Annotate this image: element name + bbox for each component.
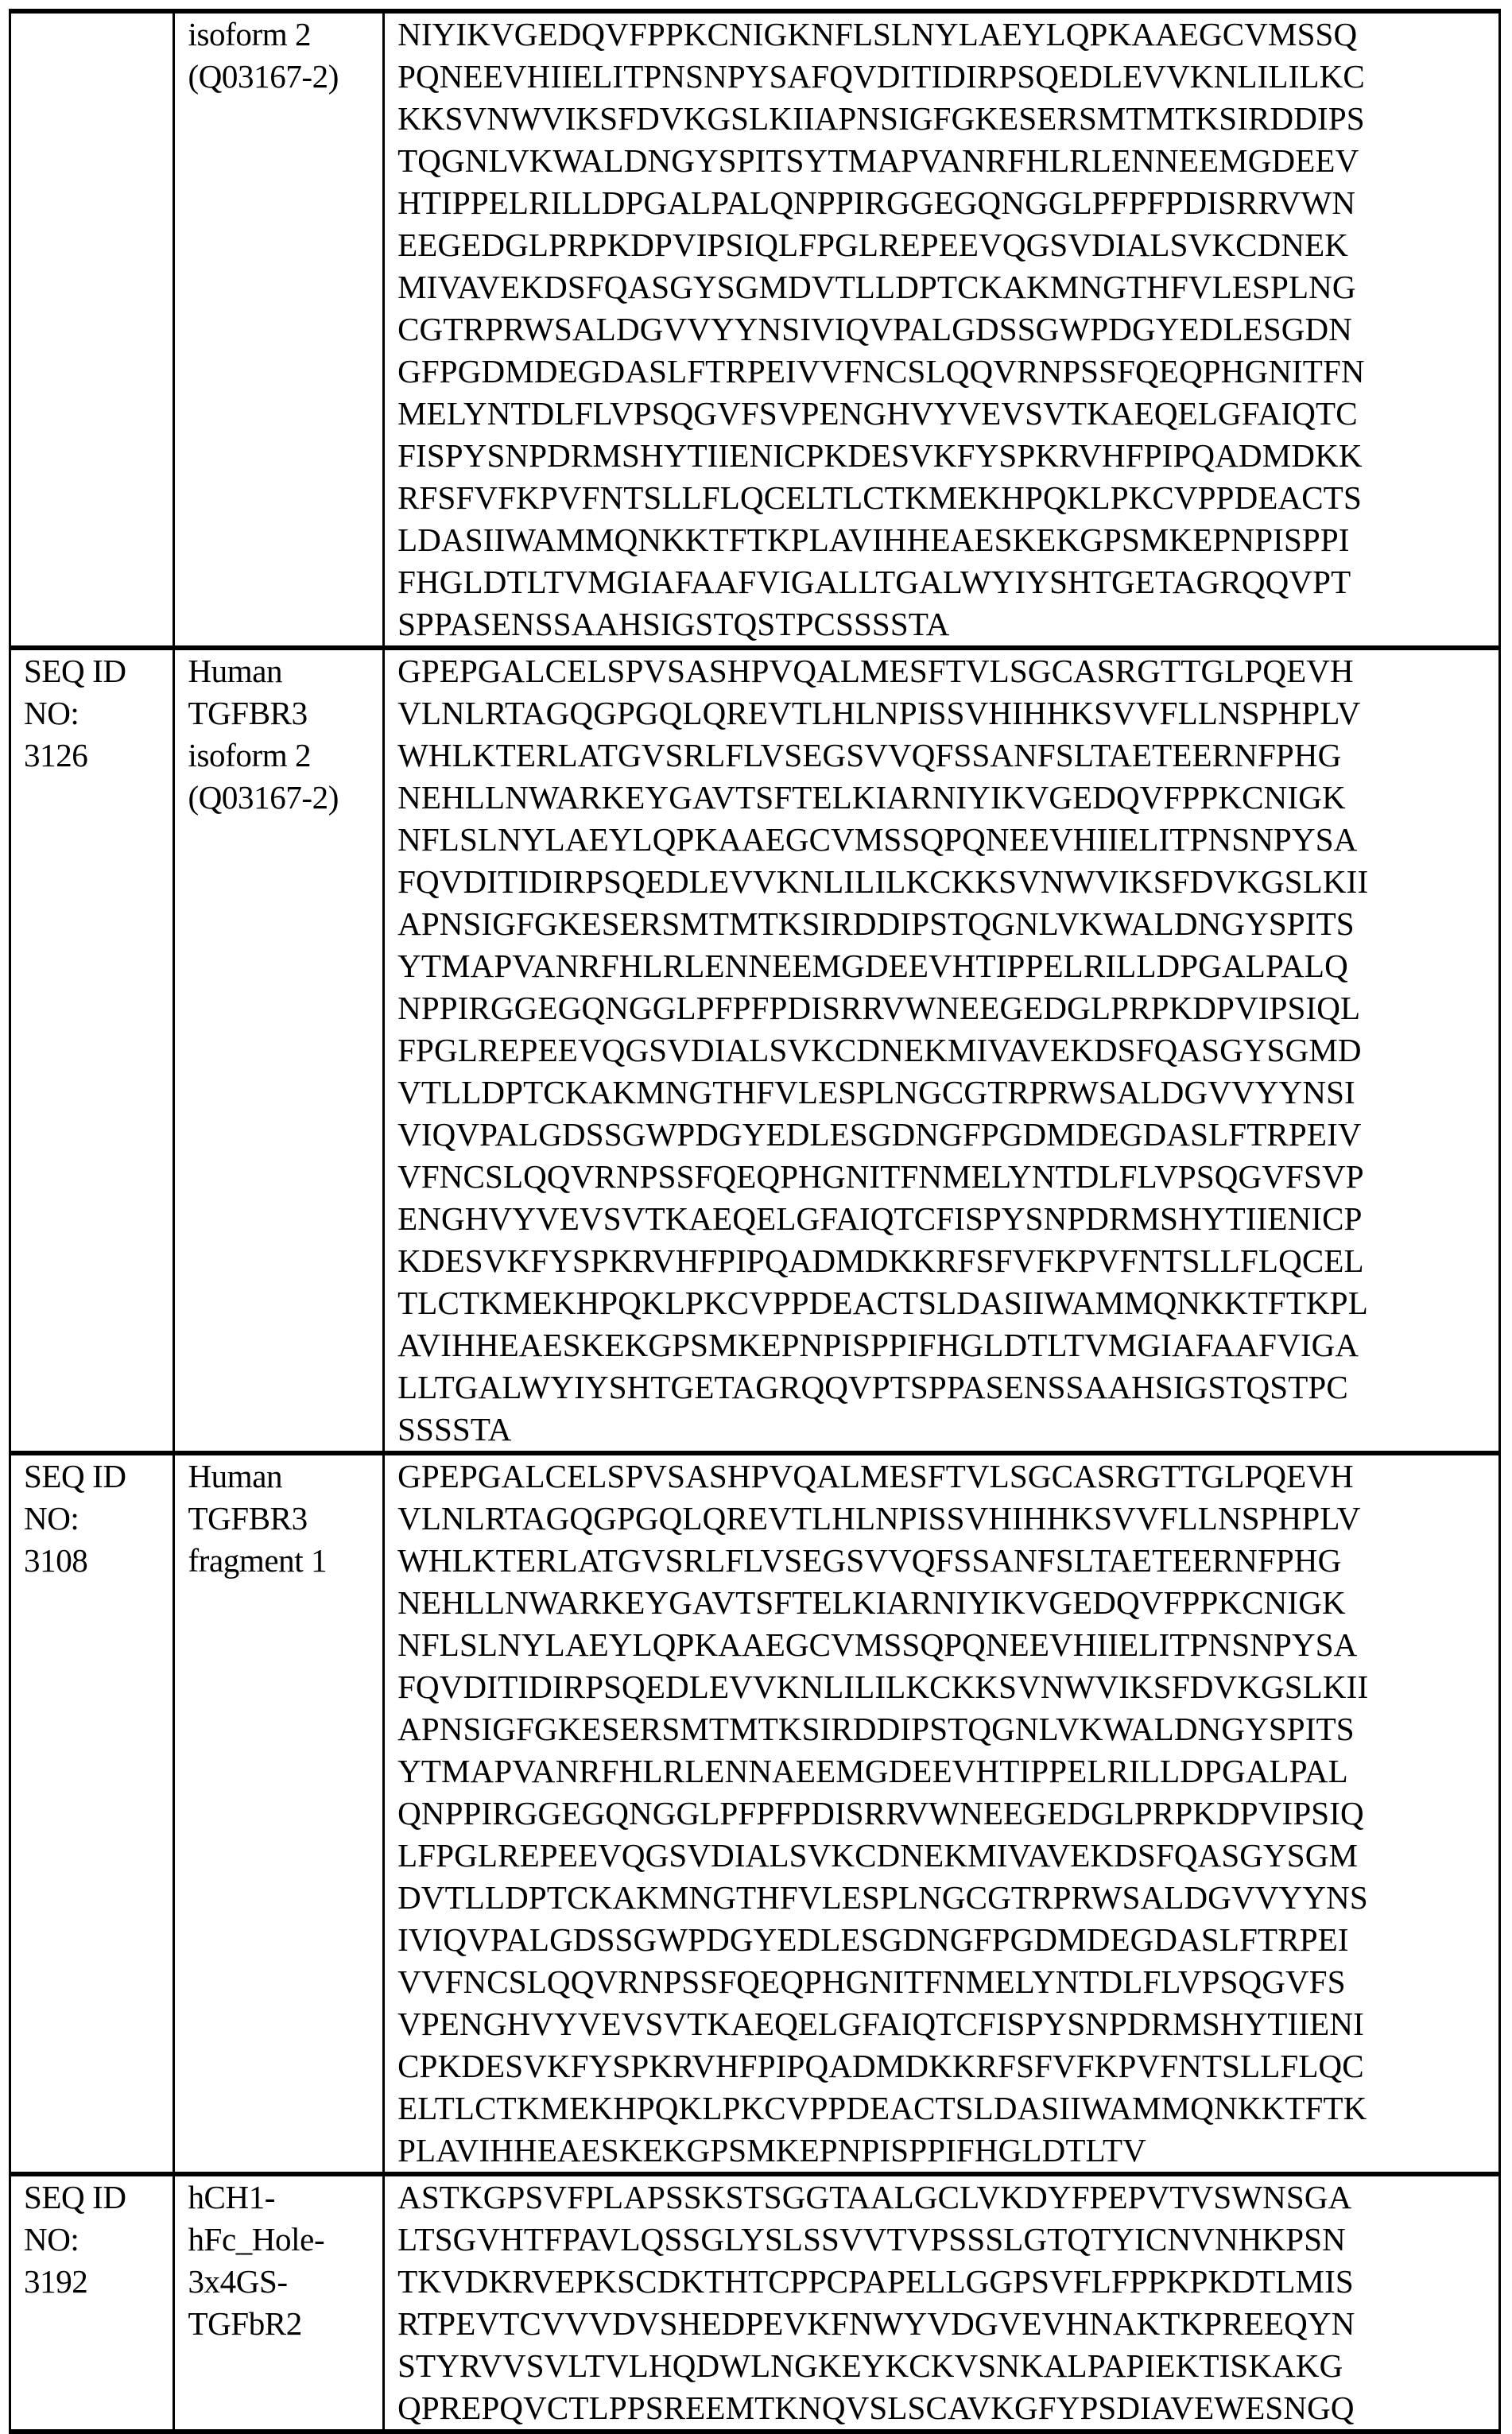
seq-id-line: SEQ ID	[24, 653, 126, 689]
seq-id-line: NO:	[24, 2221, 79, 2258]
sequence-line: GFPGDMDEGDASLFTRPEIVVFNCSLQQVRNPSSFQEQPHGNITFN	[397, 353, 1365, 390]
sequence-line: NFLSLNYLAEYLQPKAAEGCVMSSQPQNEEVHIIELITPNSNPYSA	[397, 821, 1358, 858]
sequence-line: NEHLLNWARKEYGAVTSFTELKIARNIYIKVGEDQVFPPKCNIGK	[397, 1584, 1346, 1621]
sequence-line: CPKDESVKFYSPKRVHFPIPQADMDKKRFSFVFKPVFNTSLLFLQC	[397, 2048, 1364, 2084]
description-line: Human	[188, 1458, 283, 1494]
sequence-line: CGTRPRWSALDGVVYYNSIVIQVPALGDSSGWPDGYEDLESGDN	[397, 311, 1353, 347]
sequence-line: HTIPPELRILLDPGALPALQNPPIRGGEGQNGGLPFPFPDISRRVWN	[397, 184, 1356, 221]
sequence-line: EEGEDGLPRPKDPVIPSIQLFPGLREPEEVQGSVDIALSVKCDNEK	[397, 227, 1349, 263]
sequence-line: FQVDITIDIRPSQEDLEVVKNLILILKCKKSVNWVIKSFDVKGSLKII	[397, 863, 1369, 900]
sequence-line: GPEPGALCELSPVSASHPVQALMESFTVLSGCASRGTTGLPQEVH	[397, 653, 1354, 689]
sequence-line: WHLKTERLATGVSRLFLVSEGSVVQFSSANFSLTAETEERNFPHG	[397, 737, 1342, 773]
seq-id-line: NO:	[24, 1500, 79, 1537]
sequence-line: NFLSLNYLAEYLQPKAAEGCVMSSQPQNEEVHIIELITPNSNPYSA	[397, 1626, 1358, 1663]
seq-id-line: NO:	[24, 695, 79, 731]
sequence-line: LFPGLREPEEVQGSVDIALSVKCDNEKMIVAVEKDSFQASGYSGM	[397, 1837, 1359, 1874]
sequence-line: TQGNLVKWALDNGYSPITSYTMAPVANRFHLRLENNEEMGDEEV	[397, 142, 1359, 179]
description-cell	[174, 1453, 384, 2174]
sequence-line: PLAVIHHEAESKEKGPSMKEPNPISPPIFHGLDTLTV	[397, 2132, 1146, 2169]
description-cell	[174, 11, 384, 648]
sequence-line: FISPYSNPDRMSHYTIIENICPKDESVKFYSPKRVHFPIPQADMDKK	[397, 437, 1363, 474]
seq-id-cell	[10, 648, 174, 1453]
seq-id-cell	[10, 1453, 174, 2174]
sequence-cell	[384, 2174, 1500, 2432]
sequence-line: RTPEVTCVVVDVSHEDPEVKFNWYVDGVEVHNAKTKPREEQYN	[397, 2305, 1355, 2342]
seq-id-line: 3192	[24, 2263, 88, 2300]
sequence-cell	[384, 648, 1500, 1453]
description-line: fragment 1	[188, 1542, 328, 1579]
sequence-line: YTMAPVANRFHLRLENNEEMGDEEVHTIPPELRILLDPGALPALQ	[397, 948, 1348, 984]
sequence-line: ENGHVYVEVSVTKAEQELGFAIQTCFISPYSNPDRMSHYTIIENICP	[397, 1200, 1363, 1237]
sequence-line: YTMAPVANRFHLRLENNAEEMGDEEVHTIPPELRILLDPGALPAL	[397, 1753, 1348, 1789]
table-row	[10, 11, 1500, 648]
seq-id-line: 3108	[24, 1542, 88, 1579]
sequence-line: FPGLREPEEVQGSVDIALSVKCDNEKMIVAVEKDSFQASGYSGMD	[397, 1032, 1362, 1068]
sequence-line: DVTLLDPTCKAKMNGTHFVLESPLNGCGTRPRWSALDGVVYYNS	[397, 1879, 1368, 1916]
sequence-line: PQNEEVHIIELITPNSNPYSAFQVDITIDIRPSQEDLEVVKNLILILKC	[397, 58, 1365, 95]
sequence-line: VPENGHVYVEVSVTKAEQELGFAIQTCFISPYSNPDRMSHYTIIENI	[397, 2006, 1364, 2042]
description-line: (Q03167-2)	[188, 58, 339, 95]
sequence-line: VTLLDPTCKAKMNGTHFVLESPLNGCGTRPRWSALDGVVYYNSI	[397, 1074, 1355, 1110]
description-line: TGFbR2	[188, 2305, 302, 2342]
table-row	[10, 648, 1500, 1453]
seq-id-cell	[10, 2174, 174, 2432]
sequence-line: VFNCSLQQVRNPSSFQEQPHGNITFNMELYNTDLFLVPSQGVFSVP	[397, 1158, 1364, 1195]
description-line: Human	[188, 653, 283, 689]
sequence-line: LTSGVHTFPAVLQSSGLYSLSSVVTVPSSSLGTQTYICNVNHKPSN	[397, 2221, 1346, 2258]
sequence-line: NIYIKVGEDQVFPPKCNIGKNFLSLNYLAEYLQPKAAEGCVMSSQ	[397, 16, 1358, 52]
description-line: TGFBR3	[188, 1500, 308, 1537]
table-body	[10, 11, 1500, 2432]
sequence-line: VIQVPALGDSSGWPDGYEDLESGDNGFPGDMDEGDASLFTRPEIV	[397, 1116, 1362, 1153]
sequence-line: VLNLRTAGQGPGQLQREVTLHLNPISSVHIHHKSVVFLLNSPHPLV	[397, 695, 1361, 731]
sequence-line: ASTKGPSVFPLAPSSKSTSGGTAALGCLVKDYFPEPVTVSWNSGA	[397, 2179, 1352, 2215]
sequence-line: KDESVKFYSPKRVHFPIPQADMDKKRFSFVFKPVFNTSLLFLQCEL	[397, 1242, 1364, 1279]
sequence-line: VVFNCSLQQVRNPSSFQEQPHGNITFNMELYNTDLFLVPSQGVFS	[397, 1963, 1346, 2000]
sequence-line: STYRVVSVLTVLHQDWLNGKEYKCKVSNKALPAPIEKTISKAKG	[397, 2347, 1343, 2384]
description-cell	[174, 2174, 384, 2432]
description-line: isoform 2	[188, 16, 312, 52]
sequence-line: FHGLDTLTVMGIAFAAFVIGALLTGALWYIYSHTGETAGRQQVPT	[397, 564, 1351, 600]
sequence-line: VLNLRTAGQGPGQLQREVTLHLNPISSVHIHHKSVVFLLNSPHPLV	[397, 1500, 1361, 1537]
description-line: TGFBR3	[188, 695, 308, 731]
sequence-line: SSSSTA	[397, 1411, 512, 1448]
sequence-line: SPPASENSSAAHSIGSTQSTPCSSSSTA	[397, 606, 950, 642]
sequence-line: AVIHHEAESKEKGPSMKEPNPISPPIFHGLDTLTVMGIAFAAFVIGA	[397, 1327, 1359, 1363]
description-line: isoform 2	[188, 737, 312, 773]
sequence-line: LLTGALWYIYSHTGETAGRQQVPTSPPASENSSAAHSIGSTQSTPC	[397, 1369, 1348, 1405]
description-line: hFc_Hole-	[188, 2221, 325, 2258]
sequence-line: APNSIGFGKESERSMTMTKSIRDDIPSTQGNLVKWALDNGYSPITS	[397, 905, 1355, 942]
sequence-line: MIVAVEKDSFQASGYSGMDVTLLDPTCKAKMNGTHFVLESPLNG	[397, 269, 1356, 305]
sequence-line: RFSFVFKPVFNTSLLFLQCELTLCTKMEKHPQKLPKCVPPDEACTS	[397, 479, 1362, 516]
table-row	[10, 1453, 1500, 2174]
sequence-line: ELTLCTKMEKHPQKLPKCVPPDEACTSLDASIIWAMMQNKKTFTK	[397, 2090, 1367, 2126]
sequence-line: WHLKTERLATGVSRLFLVSEGSVVQFSSANFSLTAETEERNFPHG	[397, 1542, 1342, 1579]
sequence-line: FQVDITIDIRPSQEDLEVVKNLILILKCKKSVNWVIKSFDVKGSLKII	[397, 1669, 1369, 1705]
sequence-line: IVIQVPALGDSSGWPDGYEDLESGDNGFPGDMDEGDASLFTRPEI	[397, 1921, 1349, 1958]
description-line: (Q03167-2)	[188, 779, 339, 816]
table-row	[10, 2174, 1500, 2432]
sequence-line: MELYNTDLFLVPSQGVFSVPENGHVYVEVSVTKAEQELGFAIQTC	[397, 395, 1358, 432]
sequence-line: NPPIRGGEGQNGGLPFPFPDISRRVWNEEGEDGLPRPKDPVIPSIQL	[397, 990, 1361, 1026]
sequence-line: APNSIGFGKESERSMTMTKSIRDDIPSTQGNLVKWALDNGYSPITS	[397, 1711, 1355, 1747]
sequence-line: QPREPQVCTLPPSREEMTKNQVSLSCAVKGFYPSDIAVEWESNGQ	[397, 2389, 1355, 2426]
sequence-line: TLCTKMEKHPQKLPKCVPPDEACTSLDASIIWAMMQNKKTFTKPL	[397, 1285, 1368, 1321]
sequence-table	[9, 9, 1501, 2434]
sequence-line: TKVDKRVEPKSCDKTHTCPPCPAPELLGGPSVFLFPPKPKDTLMIS	[397, 2263, 1354, 2300]
sequence-cell	[384, 11, 1500, 648]
description-line: 3x4GS-	[188, 2263, 288, 2300]
sequence-line: QNPPIRGGEGQNGGLPFPFPDISRRVWNEEGEDGLPRPKDPVIPSIQ	[397, 1795, 1364, 1831]
sequence-line: NEHLLNWARKEYGAVTSFTELKIARNIYIKVGEDQVFPPKCNIGK	[397, 779, 1346, 816]
sequence-line: LDASIIWAMMQNKKTFTKPLAVIHHEAESKEKGPSMKEPNPISPPI	[397, 521, 1350, 558]
sequence-line: GPEPGALCELSPVSASHPVQALMESFTVLSGCASRGTTGLPQEVH	[397, 1458, 1354, 1494]
seq-id-line: SEQ ID	[24, 1458, 126, 1494]
description-line: hCH1-	[188, 2179, 276, 2215]
seq-id-line: SEQ ID	[24, 2179, 126, 2215]
sequence-line: KKSVNWVIKSFDVKGSLKIIAPNSIGFGKESERSMTMTKSIRDDIPS	[397, 100, 1365, 137]
seq-id-cell	[10, 11, 174, 648]
description-cell	[174, 648, 384, 1453]
seq-id-line: 3126	[24, 737, 88, 773]
sequence-cell	[384, 1453, 1500, 2174]
